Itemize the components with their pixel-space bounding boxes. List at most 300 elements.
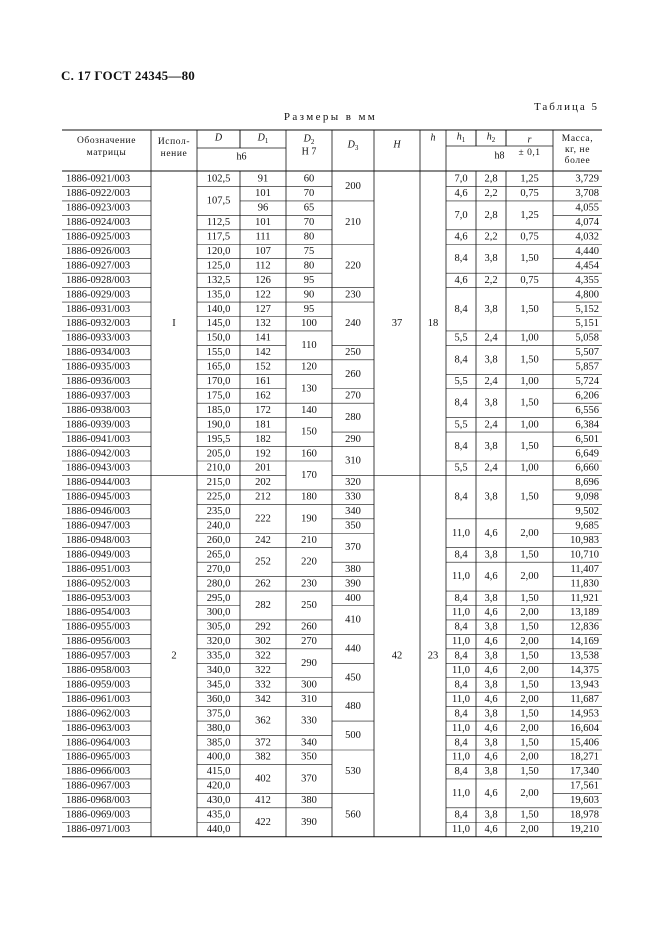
cell-D2: 80 xyxy=(303,231,315,243)
cell-h1: 11,0 xyxy=(452,665,470,677)
cell-D1: 122 xyxy=(255,289,271,301)
cell-h1: 8,4 xyxy=(454,441,468,453)
cell-r: 1,00 xyxy=(520,419,539,431)
cell-h1: 11,0 xyxy=(452,607,470,619)
header-D3: $D_3$ xyxy=(347,139,359,152)
cell-massa: 3,708 xyxy=(575,188,599,200)
cell-h2: 2,4 xyxy=(484,419,498,431)
matrix-code: 1886-0923/003 xyxy=(66,202,131,214)
cell-D: 260,0 xyxy=(206,534,231,546)
cell-D1: 112 xyxy=(255,260,271,272)
cell-massa: 9,098 xyxy=(575,491,599,503)
cell-massa: 19,603 xyxy=(570,795,599,807)
cell-D1: 126 xyxy=(255,274,271,286)
cell-D2: 230 xyxy=(301,578,317,590)
cell-h1: 11,0 xyxy=(452,571,470,583)
cell-r: 1,50 xyxy=(520,397,539,409)
cell-D2: 180 xyxy=(301,491,317,503)
header-oboznachenie: Обозначение xyxy=(76,136,137,146)
cell-D3: 370 xyxy=(345,542,361,554)
matrix-code: 1886-0928/003 xyxy=(66,274,131,286)
cell-h2: 3,8 xyxy=(484,708,498,720)
cell-D1: 322 xyxy=(255,665,271,677)
cell-D1: 107 xyxy=(255,245,271,257)
page-header: С. 17 ГОСТ 24345—80 xyxy=(61,68,195,83)
cell-D3: 230 xyxy=(345,289,361,301)
cell-D3: 240 xyxy=(345,318,361,330)
cell-h1: 8,4 xyxy=(454,397,468,409)
cell-D1: 202 xyxy=(255,477,271,489)
matrix-code: 1886-0967/003 xyxy=(66,780,131,792)
cell-D: 295,0 xyxy=(206,592,231,604)
cell-D1: 111 xyxy=(255,231,271,243)
header-ispolnenie: Испол- xyxy=(157,137,191,147)
cell-massa: 3,729 xyxy=(575,173,599,185)
cell-H: 37 xyxy=(391,318,403,330)
header-D: D xyxy=(214,132,223,144)
cell-massa: 13,189 xyxy=(570,607,599,619)
cell-D3: 280 xyxy=(345,412,361,424)
matrix-code: 1886-0946/003 xyxy=(66,506,131,518)
cell-D2: 290 xyxy=(301,657,317,669)
cell-h2: 4,6 xyxy=(484,527,498,539)
matrix-code: 1886-0945/003 xyxy=(66,491,131,503)
cell-D: 340,0 xyxy=(206,665,231,677)
cell-h1: 8,4 xyxy=(454,491,468,503)
cell-r: 1,50 xyxy=(520,303,539,315)
matrix-code: 1886-0939/003 xyxy=(66,419,131,431)
cell-D3: 220 xyxy=(345,260,361,272)
cell-h1: 11,0 xyxy=(452,787,470,799)
cell-D3: 400 xyxy=(345,592,361,604)
cell-D: 305,0 xyxy=(206,621,231,633)
cell-h2: 4,6 xyxy=(484,722,498,734)
cell-D1: 181 xyxy=(255,419,271,431)
cell-D1: 201 xyxy=(255,462,271,474)
matrix-code: 1886-0932/003 xyxy=(66,318,131,330)
cell-h1: 5,5 xyxy=(454,376,468,388)
cell-massa: 6,501 xyxy=(575,433,599,445)
cell-D1: 91 xyxy=(257,173,269,185)
cell-r: 1,50 xyxy=(520,708,539,720)
cell-massa: 16,604 xyxy=(570,722,599,734)
cell-massa: 5,058 xyxy=(575,332,599,344)
cell-r: 1,50 xyxy=(520,737,539,749)
header-r-tol: ± 0,1 xyxy=(518,148,541,158)
cell-ispolnenie: I xyxy=(172,318,176,330)
cell-r: 1,25 xyxy=(520,209,539,221)
cell-D2: 370 xyxy=(301,773,317,785)
cell-r: 1,50 xyxy=(520,621,539,633)
cell-D1: 402 xyxy=(255,773,271,785)
cell-D2: 95 xyxy=(303,274,315,286)
cell-D1: 101 xyxy=(255,188,271,200)
cell-massa: 4,454 xyxy=(575,260,599,272)
cell-massa: 4,800 xyxy=(575,289,599,301)
header-h6: h6 xyxy=(236,151,247,163)
matrix-code: 1886-0955/003 xyxy=(66,621,131,633)
cell-D: 380,0 xyxy=(206,722,231,734)
header-h2: $h_2$ xyxy=(486,131,496,144)
header-ispolnenie-2: нение xyxy=(160,149,188,159)
cell-r: 1,50 xyxy=(520,809,539,821)
cell-D2: 380 xyxy=(301,795,317,807)
cell-ispolnenie: 2 xyxy=(171,650,177,662)
cell-r: 2,00 xyxy=(520,527,539,539)
cell-h1: 4,6 xyxy=(454,188,468,200)
matrix-code: 1886-0936/003 xyxy=(66,376,131,388)
cell-D1: 182 xyxy=(255,433,271,445)
cell-D: 215,0 xyxy=(206,477,231,489)
cell-h2: 4,6 xyxy=(484,571,498,583)
cell-D: 165,0 xyxy=(206,361,231,373)
matrix-code: 1886-0931/003 xyxy=(66,303,131,315)
cell-D: 360,0 xyxy=(206,693,231,705)
cell-h1: 8,4 xyxy=(454,766,468,778)
cell-D3: 440 xyxy=(345,643,361,655)
cell-h1: 8,4 xyxy=(454,549,468,561)
cell-h2: 2,4 xyxy=(484,376,498,388)
cell-D: 125,0 xyxy=(206,260,231,272)
cell-massa: 6,206 xyxy=(575,390,599,402)
cell-D1: 127 xyxy=(255,303,271,315)
cell-D3: 200 xyxy=(345,180,361,192)
cell-massa: 4,355 xyxy=(575,274,599,286)
cell-D1: 132 xyxy=(255,318,271,330)
cell-D3: 390 xyxy=(345,578,361,590)
cell-h1: 7,0 xyxy=(454,173,468,185)
matrix-code: 1886-0943/003 xyxy=(66,462,131,474)
cell-massa: 11,687 xyxy=(570,693,599,705)
matrix-code: 1886-0953/003 xyxy=(66,592,131,604)
cell-D2: 120 xyxy=(301,361,317,373)
cell-D2: 65 xyxy=(303,202,315,214)
cell-massa: 14,169 xyxy=(570,636,599,648)
cell-massa: 4,440 xyxy=(575,245,599,257)
matrix-code: 1886-0963/003 xyxy=(66,722,131,734)
cell-D2: 95 xyxy=(303,303,315,315)
cell-D: 112,5 xyxy=(206,217,231,229)
matrix-code: 1886-0958/003 xyxy=(66,665,131,677)
cell-massa: 17,561 xyxy=(570,780,599,792)
matrix-code: 1886-0959/003 xyxy=(66,679,131,691)
header-r: r xyxy=(527,134,532,146)
cell-D: 420,0 xyxy=(206,780,231,792)
cell-D: 205,0 xyxy=(206,448,231,460)
cell-D3: 210 xyxy=(345,217,361,229)
cell-D2: 340 xyxy=(301,737,317,749)
cell-h: 18 xyxy=(427,318,439,330)
cell-massa: 15,406 xyxy=(570,737,599,749)
cell-D2: 170 xyxy=(301,469,317,481)
matrix-code: 1886-0927/003 xyxy=(66,260,131,272)
cell-D: 375,0 xyxy=(206,708,231,720)
cell-h1: 8,4 xyxy=(454,679,468,691)
cell-massa: 5,857 xyxy=(575,361,599,373)
cell-D1: 282 xyxy=(255,600,271,611)
cell-h2: 2,2 xyxy=(484,274,498,286)
cell-D1: 222 xyxy=(255,513,271,525)
cell-r: 1,50 xyxy=(520,766,539,778)
cell-D3: 480 xyxy=(345,701,361,713)
cell-D3: 450 xyxy=(345,672,361,684)
cell-D3: 500 xyxy=(345,730,361,742)
cell-r: 1,50 xyxy=(520,549,539,561)
cell-D3: 260 xyxy=(345,368,361,380)
matrix-code: 1886-0921/003 xyxy=(66,173,131,185)
cell-r: 0,75 xyxy=(520,188,539,200)
cell-h2: 2,2 xyxy=(484,188,498,200)
cell-D: 265,0 xyxy=(206,549,231,561)
cell-r: 1,25 xyxy=(520,173,539,185)
cell-h2: 2,8 xyxy=(484,209,498,221)
matrix-code: 1886-0961/003 xyxy=(66,693,131,705)
cell-D1: 252 xyxy=(255,556,271,568)
header-massa-3: более xyxy=(564,156,591,166)
cell-D1: 101 xyxy=(255,217,271,229)
cell-D: 415,0 xyxy=(206,766,231,778)
matrix-code: 1886-0929/003 xyxy=(66,289,131,301)
cell-h1: 11,0 xyxy=(452,636,470,648)
cell-D: 150,0 xyxy=(206,332,231,344)
cell-massa: 13,943 xyxy=(570,679,599,691)
cell-D1: 141 xyxy=(255,332,271,344)
cell-D: 335,0 xyxy=(206,650,231,662)
cell-D: 135,0 xyxy=(206,289,231,301)
cell-massa: 6,384 xyxy=(575,419,599,431)
matrix-code: 1886-0956/003 xyxy=(66,636,131,648)
cell-D2: 190 xyxy=(301,513,317,525)
cell-D2: 130 xyxy=(301,383,317,395)
matrix-code: 1886-0937/003 xyxy=(66,390,131,402)
cell-D: 175,0 xyxy=(206,390,231,402)
cell-massa: 5,152 xyxy=(575,303,599,315)
matrix-code: 1886-0952/003 xyxy=(66,578,131,590)
cell-h2: 3,8 xyxy=(484,397,498,409)
matrix-code: 1886-0949/003 xyxy=(66,549,131,561)
matrix-code: 1886-0962/003 xyxy=(66,708,131,720)
cell-r: 0,75 xyxy=(520,231,539,243)
cell-h2: 4,6 xyxy=(484,823,498,835)
cell-D2: 270 xyxy=(301,636,317,648)
cell-D3: 330 xyxy=(345,491,361,503)
cell-h2: 2,2 xyxy=(484,231,498,243)
cell-h1: 8,4 xyxy=(454,354,468,366)
cell-massa: 14,375 xyxy=(570,665,599,677)
cell-D2: 160 xyxy=(301,448,317,460)
matrix-code: 1886-0938/003 xyxy=(66,404,131,416)
cell-massa: 9,502 xyxy=(575,506,599,518)
cell-D: 185,0 xyxy=(206,404,231,416)
cell-D3: 380 xyxy=(345,563,361,575)
cell-massa: 4,055 xyxy=(575,202,599,214)
cell-h1: 5,5 xyxy=(454,419,468,431)
cell-h2: 3,8 xyxy=(484,679,498,691)
cell-D3: 270 xyxy=(345,390,361,402)
cell-h1: 11,0 xyxy=(452,693,470,705)
cell-D1: 412 xyxy=(255,795,271,807)
matrix-code: 1886-0941/003 xyxy=(66,433,131,445)
cell-r: 1,50 xyxy=(520,679,539,691)
cell-D1: 242 xyxy=(255,534,271,546)
header-H: H xyxy=(393,139,401,151)
cell-D2: 310 xyxy=(301,693,317,705)
cell-D: 120,0 xyxy=(206,245,231,257)
cell-r: 1,50 xyxy=(520,650,539,662)
cell-h1: 8,4 xyxy=(454,737,468,749)
matrix-code: 1886-0957/003 xyxy=(66,650,131,662)
cell-massa: 17,340 xyxy=(570,766,599,778)
cell-h1: 11,0 xyxy=(452,751,470,763)
cell-D: 225,0 xyxy=(206,491,231,503)
cell-D1: 382 xyxy=(255,751,271,763)
cell-massa: 11,830 xyxy=(570,578,599,590)
matrix-code: 1886-0965/003 xyxy=(66,751,131,763)
matrix-code: 1886-0935/003 xyxy=(66,361,131,373)
cell-r: 1,50 xyxy=(520,441,539,453)
cell-D: 102,5 xyxy=(206,173,231,185)
matrix-code: 1886-0933/003 xyxy=(66,332,131,344)
cell-h2: 4,6 xyxy=(484,607,498,619)
matrix-code: 1886-0925/003 xyxy=(66,231,131,243)
header-oboznachenie-2: матрицы xyxy=(86,148,127,158)
header-D2: $D_2$ xyxy=(303,133,315,146)
cell-D3: 560 xyxy=(345,809,361,821)
cell-D1: 142 xyxy=(255,347,271,359)
cell-h1: 8,4 xyxy=(454,253,468,265)
cell-D2: 350 xyxy=(301,751,317,763)
cell-h1: 11,0 xyxy=(452,527,470,539)
cell-D: 107,5 xyxy=(206,195,231,207)
cell-D2: 140 xyxy=(301,404,317,416)
cell-D: 385,0 xyxy=(206,737,231,749)
cell-D1: 212 xyxy=(255,491,271,503)
matrix-code: 1886-0966/003 xyxy=(66,766,131,778)
cell-massa: 11,921 xyxy=(570,592,599,604)
cell-D2: 70 xyxy=(303,217,315,229)
cell-massa: 8,696 xyxy=(575,477,599,489)
header-massa: Масса, xyxy=(561,134,594,144)
cell-D3: 310 xyxy=(345,455,361,467)
header-h1: $h_1$ xyxy=(456,131,466,144)
cell-D: 345,0 xyxy=(206,679,231,691)
cell-h2: 3,8 xyxy=(484,441,498,453)
cell-D: 117,5 xyxy=(206,231,231,243)
cell-D: 440,0 xyxy=(206,823,231,835)
cell-massa: 5,724 xyxy=(575,376,599,388)
cell-D1: 422 xyxy=(255,816,271,828)
cell-H: 42 xyxy=(391,650,403,662)
cell-D3: 320 xyxy=(345,477,361,489)
cell-massa: 10,710 xyxy=(570,549,599,561)
cell-r: 1,00 xyxy=(520,462,539,474)
cell-h1: 7,0 xyxy=(454,209,468,221)
cell-D2: 90 xyxy=(303,289,315,301)
cell-r: 2,00 xyxy=(520,693,539,705)
cell-D2: 250 xyxy=(301,600,317,611)
cell-D: 235,0 xyxy=(206,506,231,518)
cell-D1: 322 xyxy=(255,650,271,662)
cell-r: 1,00 xyxy=(520,376,539,388)
cell-h1: 8,4 xyxy=(454,650,468,662)
cell-D2: 300 xyxy=(301,679,317,691)
cell-D: 140,0 xyxy=(206,303,231,315)
cell-D: 240,0 xyxy=(206,520,231,532)
cell-r: 0,75 xyxy=(520,274,539,286)
cell-h2: 4,6 xyxy=(484,787,498,799)
header-massa-2: кг, не xyxy=(564,145,591,155)
cell-massa: 6,556 xyxy=(575,404,599,416)
units-label: Размеры в мм xyxy=(283,111,378,123)
matrix-code: 1886-0954/003 xyxy=(66,607,131,619)
cell-r: 2,00 xyxy=(520,787,539,799)
cell-D2: 70 xyxy=(303,188,315,200)
cell-h1: 4,6 xyxy=(454,231,468,243)
cell-h1: 8,4 xyxy=(454,809,468,821)
cell-h1: 5,5 xyxy=(454,332,468,344)
cell-D2: 150 xyxy=(301,426,317,438)
matrix-code: 1886-0947/003 xyxy=(66,520,131,532)
cell-massa: 9,685 xyxy=(575,520,599,532)
matrix-code: 1886-0934/003 xyxy=(66,347,131,359)
cell-h2: 3,8 xyxy=(484,491,498,503)
cell-D1: 372 xyxy=(255,737,271,749)
cell-r: 1,50 xyxy=(520,253,539,265)
cell-h2: 4,6 xyxy=(484,693,498,705)
cell-D: 190,0 xyxy=(206,419,231,431)
cell-D: 270,0 xyxy=(206,563,231,575)
cell-D2: 210 xyxy=(301,534,317,546)
cell-D1: 192 xyxy=(255,448,271,460)
cell-D1: 96 xyxy=(257,202,269,214)
cell-massa: 18,978 xyxy=(570,809,599,821)
header-H7: H 7 xyxy=(301,146,317,158)
cell-D2: 260 xyxy=(301,621,317,633)
matrix-code: 1886-0969/003 xyxy=(66,809,131,821)
cell-h1: 5,5 xyxy=(454,462,468,474)
cell-D3: 250 xyxy=(345,347,361,359)
cell-h2: 3,8 xyxy=(484,303,498,315)
cell-D2: 110 xyxy=(301,339,317,351)
cell-h2: 3,8 xyxy=(484,650,498,662)
cell-r: 1,50 xyxy=(520,354,539,366)
cell-D2: 330 xyxy=(301,715,317,727)
cell-r: 2,00 xyxy=(520,665,539,677)
cell-D3: 410 xyxy=(345,614,361,626)
cell-D1: 332 xyxy=(255,679,271,691)
cell-D1: 152 xyxy=(255,361,271,373)
cell-massa: 18,271 xyxy=(570,751,599,763)
cell-h2: 4,6 xyxy=(484,636,498,648)
cell-h2: 3,8 xyxy=(484,354,498,366)
table-label: Таблица 5 xyxy=(533,101,599,113)
cell-D1: 302 xyxy=(255,636,271,648)
cell-h: 23 xyxy=(427,650,439,662)
cell-massa: 11,407 xyxy=(570,563,599,575)
cell-D2: 220 xyxy=(301,556,317,568)
cell-D1: 362 xyxy=(255,715,271,727)
cell-D1: 292 xyxy=(255,621,271,633)
cell-D1: 161 xyxy=(255,376,271,388)
cell-r: 2,00 xyxy=(520,607,539,619)
cell-D: 155,0 xyxy=(206,347,231,359)
cell-r: 1,50 xyxy=(520,592,539,604)
cell-massa: 4,074 xyxy=(575,217,599,229)
cell-h2: 2,4 xyxy=(484,332,498,344)
cell-D: 195,5 xyxy=(206,433,231,445)
cell-D1: 342 xyxy=(255,693,271,705)
matrix-code: 1886-0951/003 xyxy=(66,563,131,575)
